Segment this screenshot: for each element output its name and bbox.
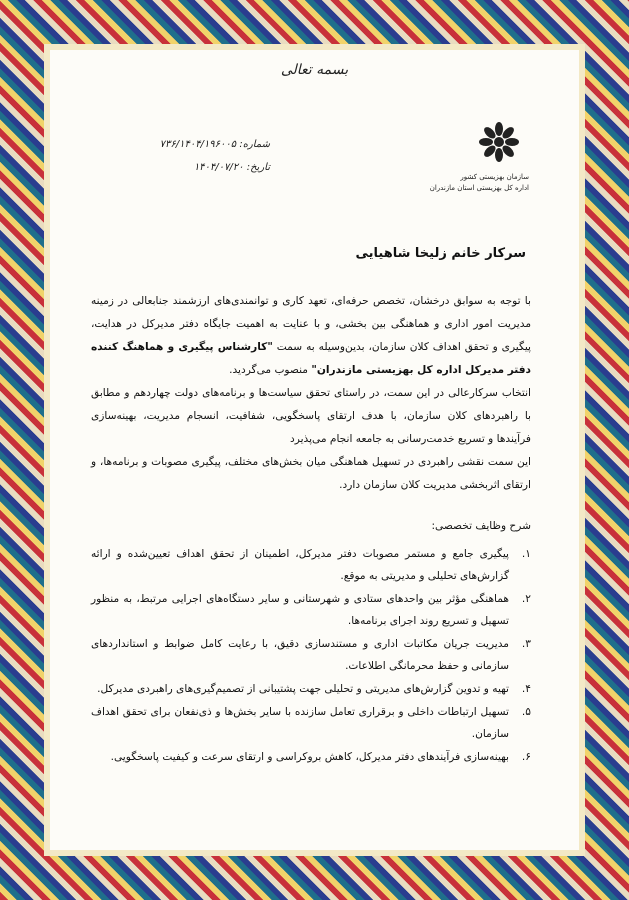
duty-item bbox=[91, 543, 531, 587]
p1-start: با توجه به سوابق درخشان، تخصص حرفه‌ای، تعهد کاری و توانمندی‌های ارزشمند جنابعالی در زمینه مدیریت امور اداری و هماهنگی بین بخشی، و با عنایت به اهمیت جایگاه دفتر مدیرکل در هدایت، پیگیری و تحقق اهداف کلان سازمان، بدین‌وسیله به سمت bbox=[91, 295, 531, 353]
date-value: ۱۴۰۴/۰۷/۲۰ bbox=[193, 162, 244, 173]
duty-item bbox=[91, 678, 531, 700]
duty-number: ۶. bbox=[521, 751, 531, 763]
position-title: "کارشناس پیگیری و هماهنگ کننده دفتر مدیرکل اداره کل بهزیستی مازندران" bbox=[91, 341, 531, 376]
duty-number: ۲. bbox=[521, 593, 531, 605]
letter-body bbox=[91, 290, 531, 497]
duties-list bbox=[91, 543, 531, 769]
duty-number: ۳. bbox=[521, 638, 531, 650]
duty-text: تهیه و تدوین گزارش‌های مدیریتی و تحلیلی جهت پشتیبانی از تصمیم‌گیری‌های راهبردی مدیرکل. bbox=[97, 683, 509, 695]
duty-item bbox=[91, 746, 531, 768]
bismillah-heading: بسمه تعالی bbox=[280, 62, 349, 78]
org-name: سازمان بهزیستی کشور bbox=[460, 173, 529, 181]
reference-block bbox=[120, 133, 270, 179]
duty-item bbox=[91, 633, 531, 677]
duty-number: ۱. bbox=[521, 548, 531, 560]
org-subname: اداره کل بهزیستی استان مازندران bbox=[429, 184, 529, 192]
paragraph-role: این سمت نقشی راهبردی در تسهیل هماهنگی میان بخش‌های مختلف، پیگیری مصوبات و برنامه‌ها، و ارتقای اثربخشی مدیریت کلان سازمان دارد. bbox=[91, 456, 531, 491]
duty-item bbox=[91, 701, 531, 745]
duties-heading: شرح وظایف تخصصی: bbox=[431, 520, 531, 532]
letter-date bbox=[120, 156, 270, 179]
p1-end: منصوب می‌گردید. bbox=[229, 364, 308, 376]
duty-text: مدیریت جریان مکاتبات اداری و مستندسازی دقیق، با رعایت کامل ضوابط و استانداردهای سازمانی و حفظ محرمانگی اطلاعات. bbox=[91, 638, 509, 672]
paragraph-purpose: انتخاب سرکارعالی در این سمت، در راستای تحقق سیاست‌ها و برنامه‌های دولت چهاردهم و مطابق با راهبردهای کلان سازمان، با هدف ارتقای پاسخگویی، شفافیت، انسجام مدیریت، بهینه‌سازی فرآیندها و تسریع خدمت‌رسانی به جامعه انجام می‌پذیرد bbox=[91, 387, 531, 445]
recipient-greeting: سرکار خانم زلیخا شاهیایی bbox=[355, 246, 526, 261]
duty-text: پیگیری جامع و مستمر مصوبات دفتر مدیرکل، اطمینان از تحقق اهداف تعیین‌شده و ارائه گزارش‌های تحلیلی و مدیریتی به موقع. bbox=[91, 548, 509, 582]
letter-number bbox=[120, 133, 270, 156]
paragraph-appointment bbox=[91, 290, 531, 382]
duty-text: تسهیل ارتباطات داخلی و برقراری تعامل سازنده با سایر بخش‌ها و ذی‌نفعان برای تحقق اهداف سازمان. bbox=[91, 706, 509, 740]
duty-number: ۴. bbox=[521, 683, 531, 695]
date-label: تاریخ: bbox=[246, 162, 270, 173]
number-value: ۷۳۶/۱۴۰۴/۱۹۶۰۰۵ bbox=[159, 139, 237, 150]
duty-number: ۵. bbox=[521, 706, 531, 718]
duty-text: هماهنگی مؤثر بین واحدهای ستادی و شهرستانی و سایر دستگاه‌های اجرایی مرتبط، به منظور تسهیل و تسریع روند اجرای برنامه‌ها. bbox=[91, 593, 509, 627]
duty-item bbox=[91, 588, 531, 632]
number-label: شماره: bbox=[239, 139, 270, 150]
logo-caption bbox=[419, 172, 529, 194]
duty-text: بهینه‌سازی فرآیندهای دفتر مدیرکل، کاهش بروکراسی و ارتقای سرعت و کیفیت پاسخگویی. bbox=[110, 751, 509, 763]
